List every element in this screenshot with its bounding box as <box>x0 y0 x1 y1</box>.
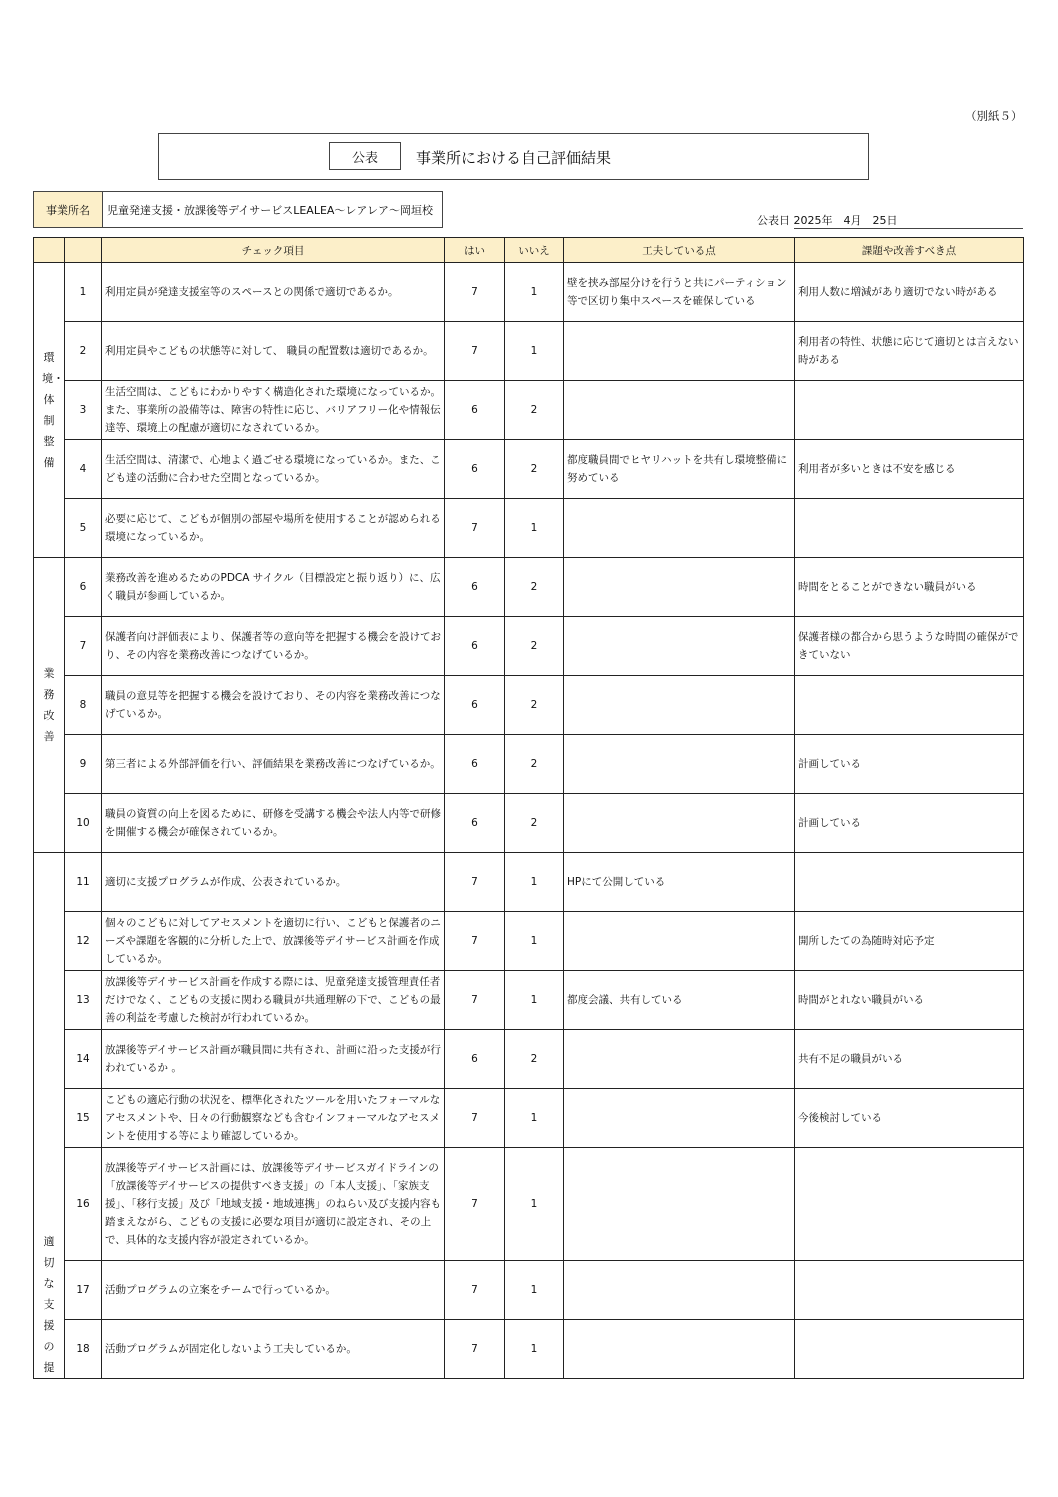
office-name: 児童発達支援・放課後等デイサービスLEALEA～レアレア～岡垣校 <box>107 203 433 217</box>
no-count: 2 <box>505 794 564 853</box>
no-count: 2 <box>505 381 564 440</box>
check-item-text: 利用定員が発達支援室等のスペースとの関係で適切であるか。 <box>102 263 445 322</box>
issues-text: 利用者が多いときは不安を感じる <box>795 440 1024 499</box>
row-number: 3 <box>65 381 102 440</box>
row-number: 9 <box>65 735 102 794</box>
check-item-text: 放課後等デイサービス計画には、放課後等デイサービスガイドラインの「放課後等デイサービスの提供すべき支援」の「本人支援」、「家族支援」、「移行支援」及び「地域支援・地域連携」のねらい及び支援内容も踏まえながら、こどもの支援に必要な項目が適切に設定され、その上で、具体的な支援内容が設定されているか。 <box>102 1148 445 1261</box>
issues-text <box>795 1148 1024 1261</box>
public-badge: 公表 <box>329 142 401 170</box>
yes-count: 6 <box>445 440 505 499</box>
yes-count: 6 <box>445 558 505 617</box>
no-count: 1 <box>505 971 564 1030</box>
row-number: 1 <box>65 263 102 322</box>
category-label: 適切な支援の提 <box>43 1235 55 1374</box>
issues-text: 時間をとることができない職員がいる <box>795 558 1024 617</box>
yes-count: 6 <box>445 735 505 794</box>
issues-text <box>795 676 1024 735</box>
no-count: 1 <box>505 1148 564 1261</box>
table-row <box>34 1030 1024 1089</box>
row-number: 17 <box>65 1261 102 1320</box>
issues-text <box>795 853 1024 912</box>
no-count: 2 <box>505 1030 564 1089</box>
no-count: 1 <box>505 853 564 912</box>
efforts-text <box>564 617 795 676</box>
efforts-text: 都度職員間でヒヤリハットを共有し環境整備に努めている <box>564 440 795 499</box>
check-item-text: 業務改善を進めるためのPDCA サイクル（目標設定と振り返り）に、広く職員が参画しているか。 <box>102 558 445 617</box>
row-number: 2 <box>65 322 102 381</box>
title-box <box>158 133 869 180</box>
efforts-text <box>564 1320 795 1379</box>
yes-count: 6 <box>445 676 505 735</box>
check-item-text: 生活空間は、こどもにわかりやすく構造化された環境になっているか。また、事業所の設備等は、障害の特性に応じ、バリアフリー化や情報伝達等、環境上の配慮が適切になされているか。 <box>102 381 445 440</box>
efforts-text <box>564 676 795 735</box>
issues-text: 今後検討している <box>795 1089 1024 1148</box>
no-count: 2 <box>505 440 564 499</box>
check-item-text: 利用定員やこどもの状態等に対して、 職員の配置数は適切であるか。 <box>102 322 445 381</box>
page-title: 事業所における自己評価結果 <box>416 149 612 167</box>
check-item-text: 必要に応じて、こどもが個別の部屋や場所を使用することが認められる環境になっているか。 <box>102 499 445 558</box>
efforts-text: 壁を挟み部屋分けを行うと共にパーティション等で区切り集中スペースを確保している <box>564 263 795 322</box>
annex-label: （別紙５） <box>965 109 1023 123</box>
row-number: 4 <box>65 440 102 499</box>
yes-count: 6 <box>445 381 505 440</box>
row-number: 10 <box>65 794 102 853</box>
yes-count: 7 <box>445 1320 505 1379</box>
efforts-text <box>564 499 795 558</box>
header-issues: 課題や改善すべき点 <box>795 238 1024 263</box>
self-evaluation-table <box>33 237 1024 1379</box>
row-number: 16 <box>65 1148 102 1261</box>
yes-count: 6 <box>445 794 505 853</box>
no-count: 1 <box>505 499 564 558</box>
yes-count: 7 <box>445 912 505 971</box>
table-row <box>34 1320 1024 1379</box>
table-header-row <box>34 238 1024 263</box>
check-item-text: 生活空間は、清潔で、心地よく過ごせる環境になっているか。また、こども達の活動に合わせた空間となっているか。 <box>102 440 445 499</box>
table-row <box>34 971 1024 1030</box>
yes-count: 7 <box>445 499 505 558</box>
header-number <box>65 238 102 263</box>
header-category <box>34 238 65 263</box>
no-count: 2 <box>505 617 564 676</box>
table-row <box>34 1089 1024 1148</box>
publication-date-value: 2025年 4月 25日 <box>794 212 1023 229</box>
header-yes: はい <box>445 238 505 263</box>
publication-date <box>757 212 1023 229</box>
issues-text: 利用人数に増減があり適切でない時がある <box>795 263 1024 322</box>
table-row <box>34 617 1024 676</box>
yes-count: 7 <box>445 1089 505 1148</box>
issues-text: 時間がとれない職員がいる <box>795 971 1024 1030</box>
issues-text: 保護者様の都合から思うような時間の確保ができていない <box>795 617 1024 676</box>
issues-text: 共有不足の職員がいる <box>795 1030 1024 1089</box>
issues-text <box>795 499 1024 558</box>
efforts-text: HPにて公開している <box>564 853 795 912</box>
office-label: 事業所名 <box>34 192 103 227</box>
yes-count: 6 <box>445 617 505 676</box>
check-item-text: 適切に支援プログラムが作成、公表されているか。 <box>102 853 445 912</box>
header-check-item: チェック項目 <box>102 238 445 263</box>
check-item-text: 活動プログラムの立案をチームで行っているか。 <box>102 1261 445 1320</box>
table-body <box>34 263 1024 1379</box>
no-count: 2 <box>505 676 564 735</box>
row-number: 11 <box>65 853 102 912</box>
no-count: 1 <box>505 1089 564 1148</box>
row-number: 6 <box>65 558 102 617</box>
table-row <box>34 322 1024 381</box>
check-item-text: 職員の資質の向上を図るために、研修を受講する機会や法人内等で研修を開催する機会が確保されているか。 <box>102 794 445 853</box>
yes-count: 7 <box>445 322 505 381</box>
yes-count: 7 <box>445 263 505 322</box>
row-number: 13 <box>65 971 102 1030</box>
efforts-text: 都度会議、共有している <box>564 971 795 1030</box>
no-count: 2 <box>505 558 564 617</box>
category-label: 環境・体制整備 <box>42 351 64 469</box>
table-row <box>34 912 1024 971</box>
publication-date-label: 公表日 <box>757 214 790 227</box>
check-item-text: 個々のこどもに対してアセスメントを適切に行い、こどもと保護者のニーズや課題を客観的に分析した上で、放課後等デイサービス計画を作成しているか。 <box>102 912 445 971</box>
yes-count: 7 <box>445 1148 505 1261</box>
check-item-text: 活動プログラムが固定化しないよう工夫しているか。 <box>102 1320 445 1379</box>
no-count: 1 <box>505 1320 564 1379</box>
check-item-text: 第三者による外部評価を行い、評価結果を業務改善につなげているか。 <box>102 735 445 794</box>
check-item-text: 保護者向け評価表により、保護者等の意向等を把握する機会を設けており、その内容を業務改善につなげているか。 <box>102 617 445 676</box>
yes-count: 7 <box>445 853 505 912</box>
table-row <box>34 853 1024 912</box>
yes-count: 7 <box>445 1261 505 1320</box>
efforts-text <box>564 322 795 381</box>
issues-text: 計画している <box>795 794 1024 853</box>
no-count: 1 <box>505 912 564 971</box>
table-row <box>34 499 1024 558</box>
efforts-text <box>564 1030 795 1089</box>
check-item-text: 放課後等デイサービス計画を作成する際には、児童発達支援管理責任者だけでなく、こどもの支援に関わる職員が共通理解の下で、こどもの最善の利益を考慮した検討が行われているか。 <box>102 971 445 1030</box>
row-number: 7 <box>65 617 102 676</box>
table-row <box>34 263 1024 322</box>
efforts-text <box>564 1261 795 1320</box>
office-box <box>33 191 443 228</box>
check-item-text: こどもの適応行動の状況を、標準化されたツールを用いたフォーマルなアセスメントや、日々の行動観察なども含むインフォーマルなアセスメントを使用する等により確認しているか。 <box>102 1089 445 1148</box>
efforts-text <box>564 1148 795 1261</box>
category-cell <box>34 558 65 853</box>
efforts-text <box>564 794 795 853</box>
issues-text <box>795 1261 1024 1320</box>
yes-count: 6 <box>445 1030 505 1089</box>
efforts-text <box>564 381 795 440</box>
category-cell <box>34 263 65 558</box>
row-number: 15 <box>65 1089 102 1148</box>
yes-count: 7 <box>445 971 505 1030</box>
table-row <box>34 735 1024 794</box>
header-efforts: 工夫している点 <box>564 238 795 263</box>
efforts-text <box>564 912 795 971</box>
issues-text: 開所したての為随時対応予定 <box>795 912 1024 971</box>
row-number: 14 <box>65 1030 102 1089</box>
issues-text: 計画している <box>795 735 1024 794</box>
no-count: 1 <box>505 263 564 322</box>
table-row <box>34 440 1024 499</box>
check-item-text: 職員の意見等を把握する機会を設けており、その内容を業務改善につなげているか。 <box>102 676 445 735</box>
header-no: いいえ <box>505 238 564 263</box>
efforts-text <box>564 558 795 617</box>
issues-text <box>795 381 1024 440</box>
efforts-text <box>564 735 795 794</box>
table-row <box>34 1148 1024 1261</box>
no-count: 1 <box>505 1261 564 1320</box>
table-row <box>34 558 1024 617</box>
table-row <box>34 794 1024 853</box>
issues-text <box>795 1320 1024 1379</box>
row-number: 12 <box>65 912 102 971</box>
no-count: 2 <box>505 735 564 794</box>
no-count: 1 <box>505 322 564 381</box>
efforts-text <box>564 1089 795 1148</box>
row-number: 5 <box>65 499 102 558</box>
table-row <box>34 1261 1024 1320</box>
table-row <box>34 381 1024 440</box>
row-number: 8 <box>65 676 102 735</box>
category-label: 業務改善 <box>43 667 55 743</box>
issues-text: 利用者の特性、状態に応じて適切とは言えない時がある <box>795 322 1024 381</box>
table-row <box>34 676 1024 735</box>
row-number: 18 <box>65 1320 102 1379</box>
check-item-text: 放課後等デイサービス計画が職員間に共有され、計画に沿った支援が行われているか 。 <box>102 1030 445 1089</box>
category-cell <box>34 853 65 1379</box>
